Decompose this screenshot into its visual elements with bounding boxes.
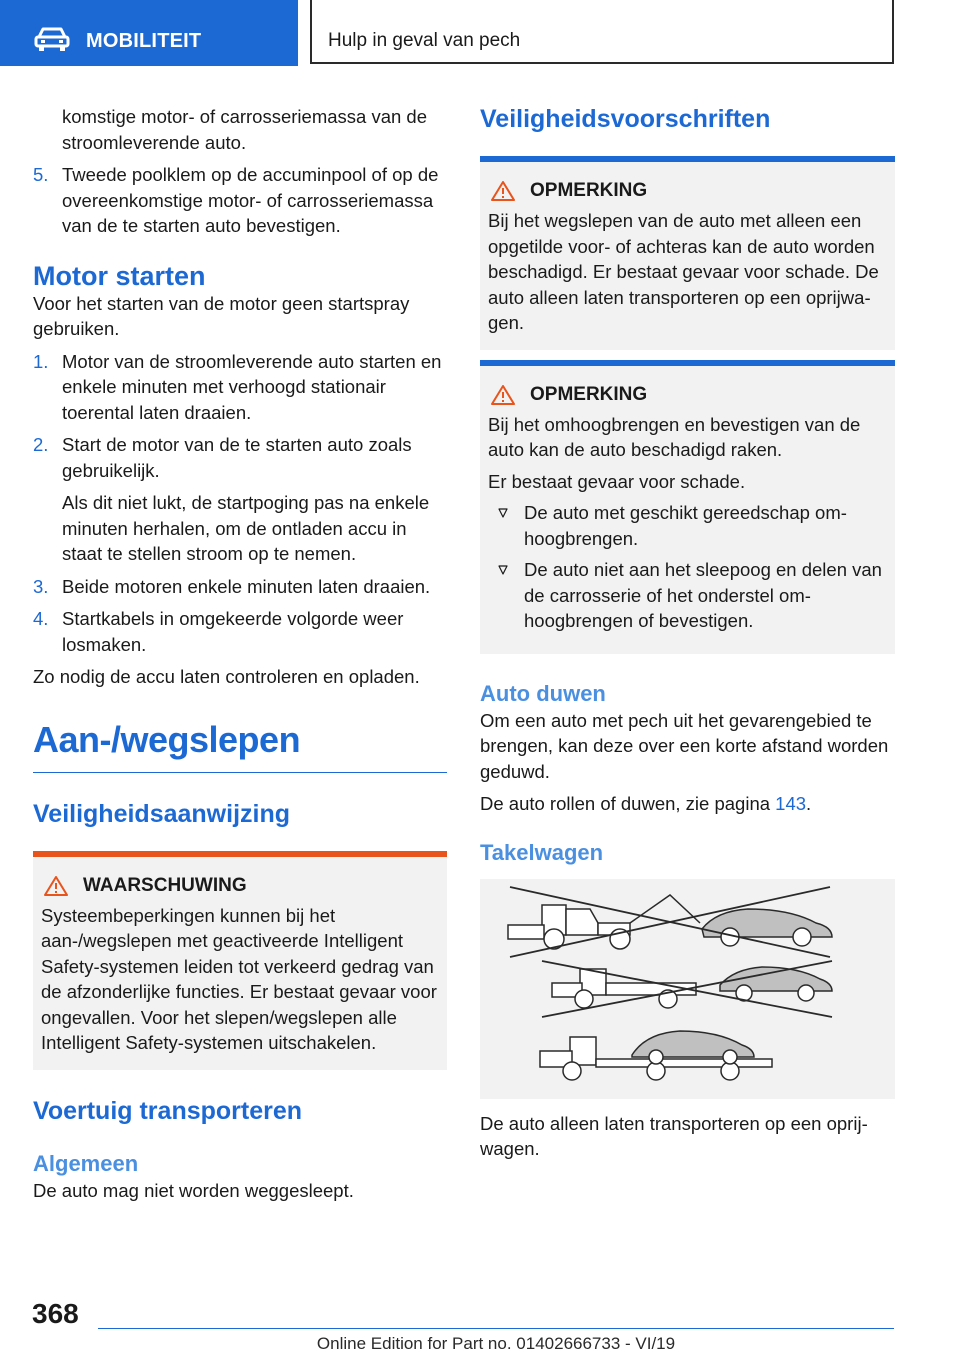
heading-rule (33, 772, 447, 773)
car-icon (34, 26, 70, 52)
page-number: 368 (32, 1298, 79, 1329)
list-text: Motor van de stroomleverende auto starten en enkele minuten met verhoogd stationair toerental laten draaien. (62, 350, 442, 423)
footer-rule (98, 1328, 894, 1329)
push-reference: De auto rollen of duwen, zie pagina 143. (480, 793, 812, 814)
note-label: OPMERKING (530, 180, 648, 201)
heading-algemeen: Algemeen (33, 1150, 139, 1176)
heading-veiligheidsaanwijzing: Veiligheidsaanwijzing (33, 799, 291, 828)
warning-triangle-icon (490, 180, 516, 202)
push-text: Om een auto met pech uit het gevarengebied te brengen, kan deze over een korte afstand worden geduwd. (480, 709, 889, 782)
section-title: MOBILITEIT (86, 30, 202, 52)
towing-illustration (480, 879, 895, 1099)
list-number: 4. (33, 608, 49, 629)
note-label: OPMERKING (530, 383, 648, 405)
section-tab (0, 0, 298, 66)
chapter-title: Hulp in geval van pech (328, 30, 521, 51)
bullet-triangle-icon (498, 565, 508, 575)
warning-box (33, 851, 447, 1070)
tow-caption: De auto alleen laten transporteren op een oprijwagen. (480, 1112, 868, 1159)
list-item (33, 432, 447, 567)
continued-text: komstige motor- of carrosseriemassa van de stroomleverende auto. (62, 106, 427, 153)
chapter-tab (310, 0, 894, 64)
heading-veiligheidsvoorschriften: Veiligheidsvoorschriften (480, 105, 771, 133)
list-item (33, 574, 447, 600)
heading-takelwagen: Takelwagen (480, 839, 604, 865)
list-item (33, 162, 447, 239)
note-text: Bij het omhoogbrengen en bevestigen van de auto kan de auto beschadigd raken. (488, 413, 861, 460)
accu-note: Zo nodig de accu laten controleren en opladen. (33, 666, 420, 687)
warning-text: Systeembeperkingen kunnen bij het aan-/wegslepen met geactiveerde Intelligent Safety-systemen leiden tot verkeerd gedrag van de afzonderlijke functies. Er bestaat gevaar voor ongevallen. Voor het slepen/wegslepen alle Intelligent Safety-systemen uitschakelen. (41, 904, 437, 1053)
heading-voertuig-transporteren: Voertuig transporteren (33, 1096, 303, 1125)
note-text: Er bestaat gevaar voor schade. (488, 470, 746, 492)
bullet-item (488, 500, 887, 551)
list-number: 3. (33, 575, 49, 597)
list-text: Start de motor van de te starten auto zoals gebruikelijk. (62, 434, 412, 481)
towing-diagram (480, 879, 895, 1099)
edition-footer: Online Edition for Part no. 01402666733 - VI/19 (316, 1334, 676, 1353)
motor-intro: Voor het starten van de motor geen startspray gebruiken. (33, 292, 410, 339)
list-text: Startkabels in omgekeerde volgorde weer losmaken. (62, 608, 404, 655)
list-item (33, 606, 447, 657)
algemeen-text: De auto mag niet worden weggesleept. (33, 1179, 354, 1201)
warning-triangle-icon (43, 875, 69, 897)
list-number: 1. (33, 350, 49, 372)
right-column (480, 104, 895, 1162)
list-number: 5. (33, 164, 49, 185)
list-text: Beide motoren enkele minuten laten draaien. (62, 575, 431, 597)
list-item (33, 349, 447, 426)
list-extra-text: Als dit niet lukt, de startpoging pas na enkele minuten herhalen, om de ontladen accu in staat te stellen stroom op te nemen. (62, 492, 430, 564)
heading-aan-wegslepen: Aan-/wegslepen (33, 718, 301, 760)
bullet-triangle-icon (498, 508, 508, 518)
heading-motor-starten: Motor starten (33, 260, 206, 291)
list-number: 2. (33, 434, 49, 455)
heading-auto-duwen: Auto duwen (480, 680, 606, 706)
note-text: Bij het wegslepen van de auto met alleen een opgetilde voor- of achteras kan de auto worden beschadigd. Er bestaat gevaar voor schade. De auto alleen laten transporteren op een oprijwagen. (488, 210, 879, 333)
warning-label: WAARSCHUWING (83, 874, 247, 896)
bullet-text: De auto niet aan het sleepoog en delen van de carrosserie of het onderstel omhoogbrengen of bevestigen. (524, 559, 882, 631)
page-link[interactable]: 143 (775, 793, 807, 814)
left-column (33, 104, 447, 1203)
bullet-item (488, 557, 887, 634)
bullet-text: De auto met geschikt gereedschap omhoogbrengen. (524, 502, 847, 549)
note-box (480, 156, 895, 350)
warning-triangle-icon (490, 384, 516, 406)
note-box (480, 360, 895, 654)
list-text: Tweede poolklem op de accuminpool of op de overeenkomstige motor- of carrosseriemassa van de te starten auto bevestigen. (62, 164, 439, 236)
